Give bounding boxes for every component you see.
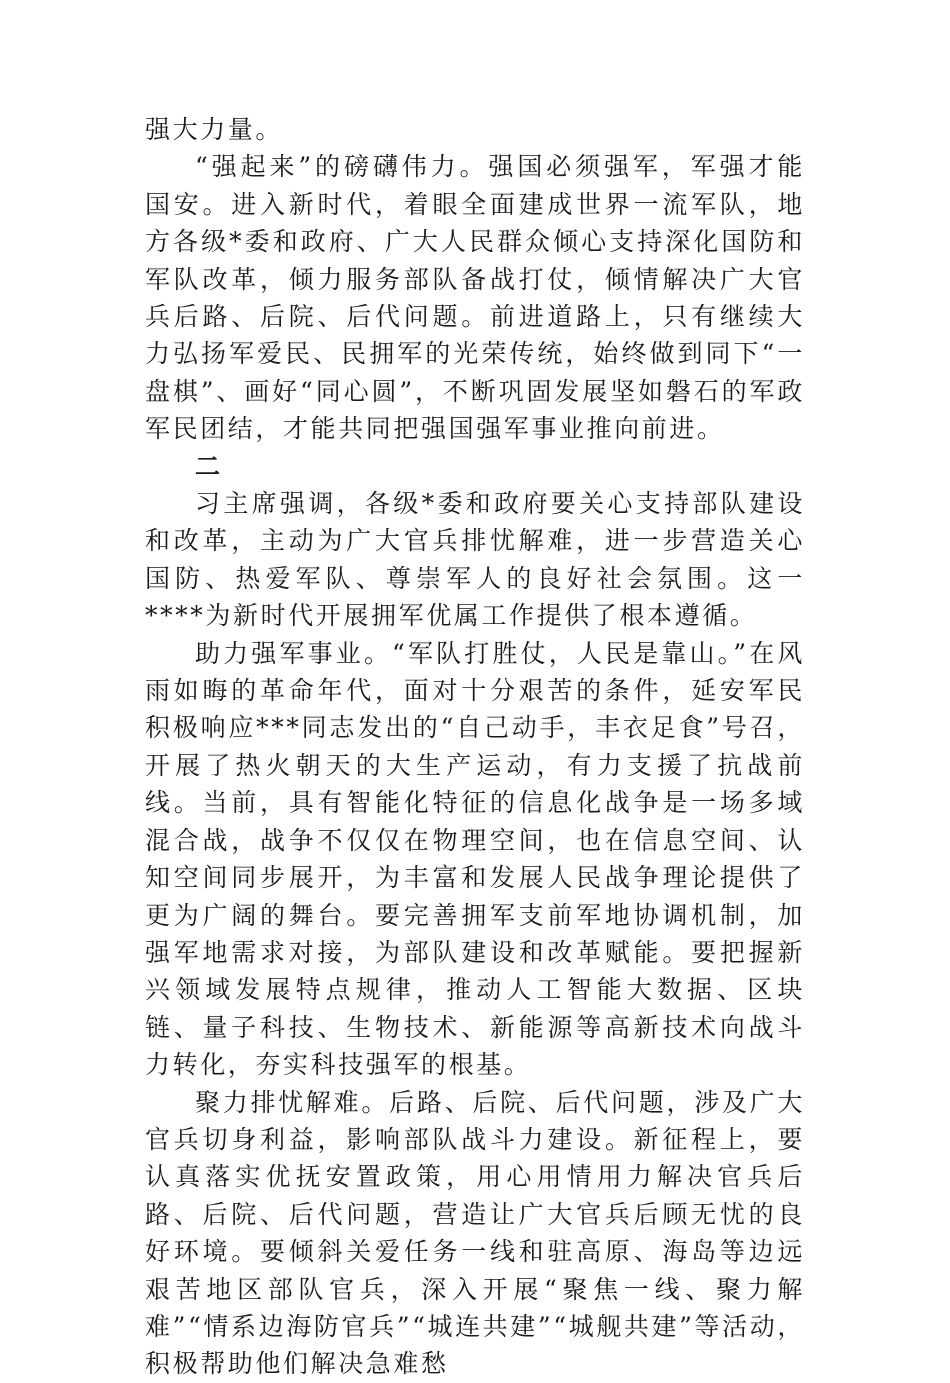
document-body xyxy=(145,111,805,1383)
paragraph-assist-military: 助力强军事业。“军队打胜仗，人民是靠山。”在风雨如晦的革命年代，面对十分艰苦的条件，延安军民积极响应***同志发出的“自己动手，丰衣足食”号召，开展了热火朝天的大生产运动，有力支援了抗战前线。当前，具有智能化特征的信息化战争是一场多域混合战，战争不仅仅在物理空间，也在信息空间、认知空间同步展开，为丰富和发展人民战争理论提供了更为广阔的舞台。要完善拥军支前军地协调机制，加强军地需求对接，为部队建设和改革赋能。要把握新兴领域发展特点规律，推动人工智能大数据、区块链、量子科技、生物技术、新能源等高新技术向战斗力转化，夯实科技强军的根基。 xyxy=(145,638,805,1080)
paragraph-chairman-emphasis: 习主席强调，各级*委和政府要关心支持部队建设和改革，主动为广大官兵排忧解难，进一步营造关心国防、热爱军队、尊崇军人的良好社会氛围。这一****为新时代开展拥军优属工作提供了根本遵循。 xyxy=(145,489,805,631)
section-heading-two: 二 xyxy=(195,451,223,481)
paragraph-continuation: 强大力量。 xyxy=(145,115,284,144)
paragraph-resolve-difficulties: 聚力排忧解难。后路、后院、后代问题，涉及广大官兵切身利益，影响部队战斗力建设。新征程上，要认真落实优抚安置政策，用心用情用力解决官兵后路、后院、后代问题，营造让广大官兵后顾无忧的良好环境。要倾斜关爱任务一线和驻高原、海岛等边远艰苦地区部队官兵，深入开展“聚焦一线、聚力解难”“情系边海防官兵”“城连共建”“城舰共建”等活动，积极帮助他们解决急难愁 xyxy=(145,1087,805,1379)
paragraph-strength-power: “强起来”的磅礴伟力。强国必须强军，军强才能国安。进入新时代，着眼全面建成世界一流军队，地方各级*委和政府、广大人民群众倾心支持深化国防和军队改革，倾力服务部队备战打仗，倾情解决广大官兵后路、后院、后代问题。前进道路上，只有继续大力弘扬军爱民、民拥军的光荣传统，始终做到同下“一盘棋”、画好“同心圆”，不断巩固发展坚如磐石的军政军民团结，才能共同把强国强军事业推向前进。 xyxy=(145,152,805,444)
